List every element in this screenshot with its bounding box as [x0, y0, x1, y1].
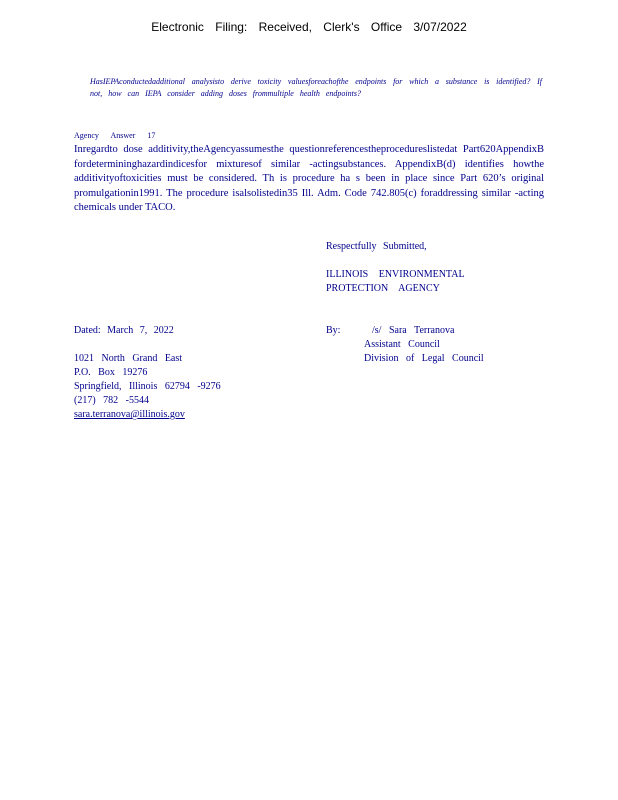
- filing-header: Electronic Filing: Received, Clerk's Office 3/07/2022: [151, 20, 467, 34]
- closing-line: Respectfully Submitted,: [326, 241, 427, 252]
- agency-line-1: ILLINOIS ENVIRONMENTAL: [326, 269, 465, 280]
- agency-line-2: PROTECTION AGENCY: [326, 283, 440, 294]
- signature-name: /s/ Sara Terranova: [372, 325, 455, 336]
- phone-number: (217) 782 -5544: [74, 395, 149, 406]
- answer-body: Inregardto dose additivity,theAgencyassumesthe questionreferencestheprocedureslistedat Part620AppendixB fordetermininghazardindicesfor mixturesof similar -actingsubstances. AppendixB(d) identifies howthe additivityoftoxicities must be considered. Th is procedure ha s been in place since Part 620’s original promulgationin1991. The procedure isalsolistedin35 Ill. Adm. Code 742.805(c) foraddressing similar -acting chemicals under TACO.: [74, 144, 544, 213]
- agency-name: [326, 268, 486, 296]
- address-line-1: 1021 North Grand East: [74, 353, 183, 364]
- address-line-2: P.O. Box 19276: [74, 367, 148, 378]
- signer-division: Division of Legal Council: [364, 353, 484, 364]
- signature-block: [364, 324, 484, 366]
- signer-title: Assistant Council: [364, 339, 440, 350]
- email-link[interactable]: sara.terranova@illinois.gov: [74, 409, 185, 420]
- answer-label: Agency Answer 17: [74, 131, 156, 140]
- address-line-3: Springfield, Illinois 62794 -9276: [74, 381, 221, 392]
- address-block: [74, 352, 221, 422]
- by-label: By:: [326, 325, 341, 336]
- date-line: Dated: March 7, 2022: [74, 325, 174, 336]
- question-text: HasIEPAconductedadditional analysisto derive toxicity valuesforeachofthe endpoints for which a substance is identified? If not, how can IEPA consider adding doses frommultiple health endpoints?: [90, 77, 542, 98]
